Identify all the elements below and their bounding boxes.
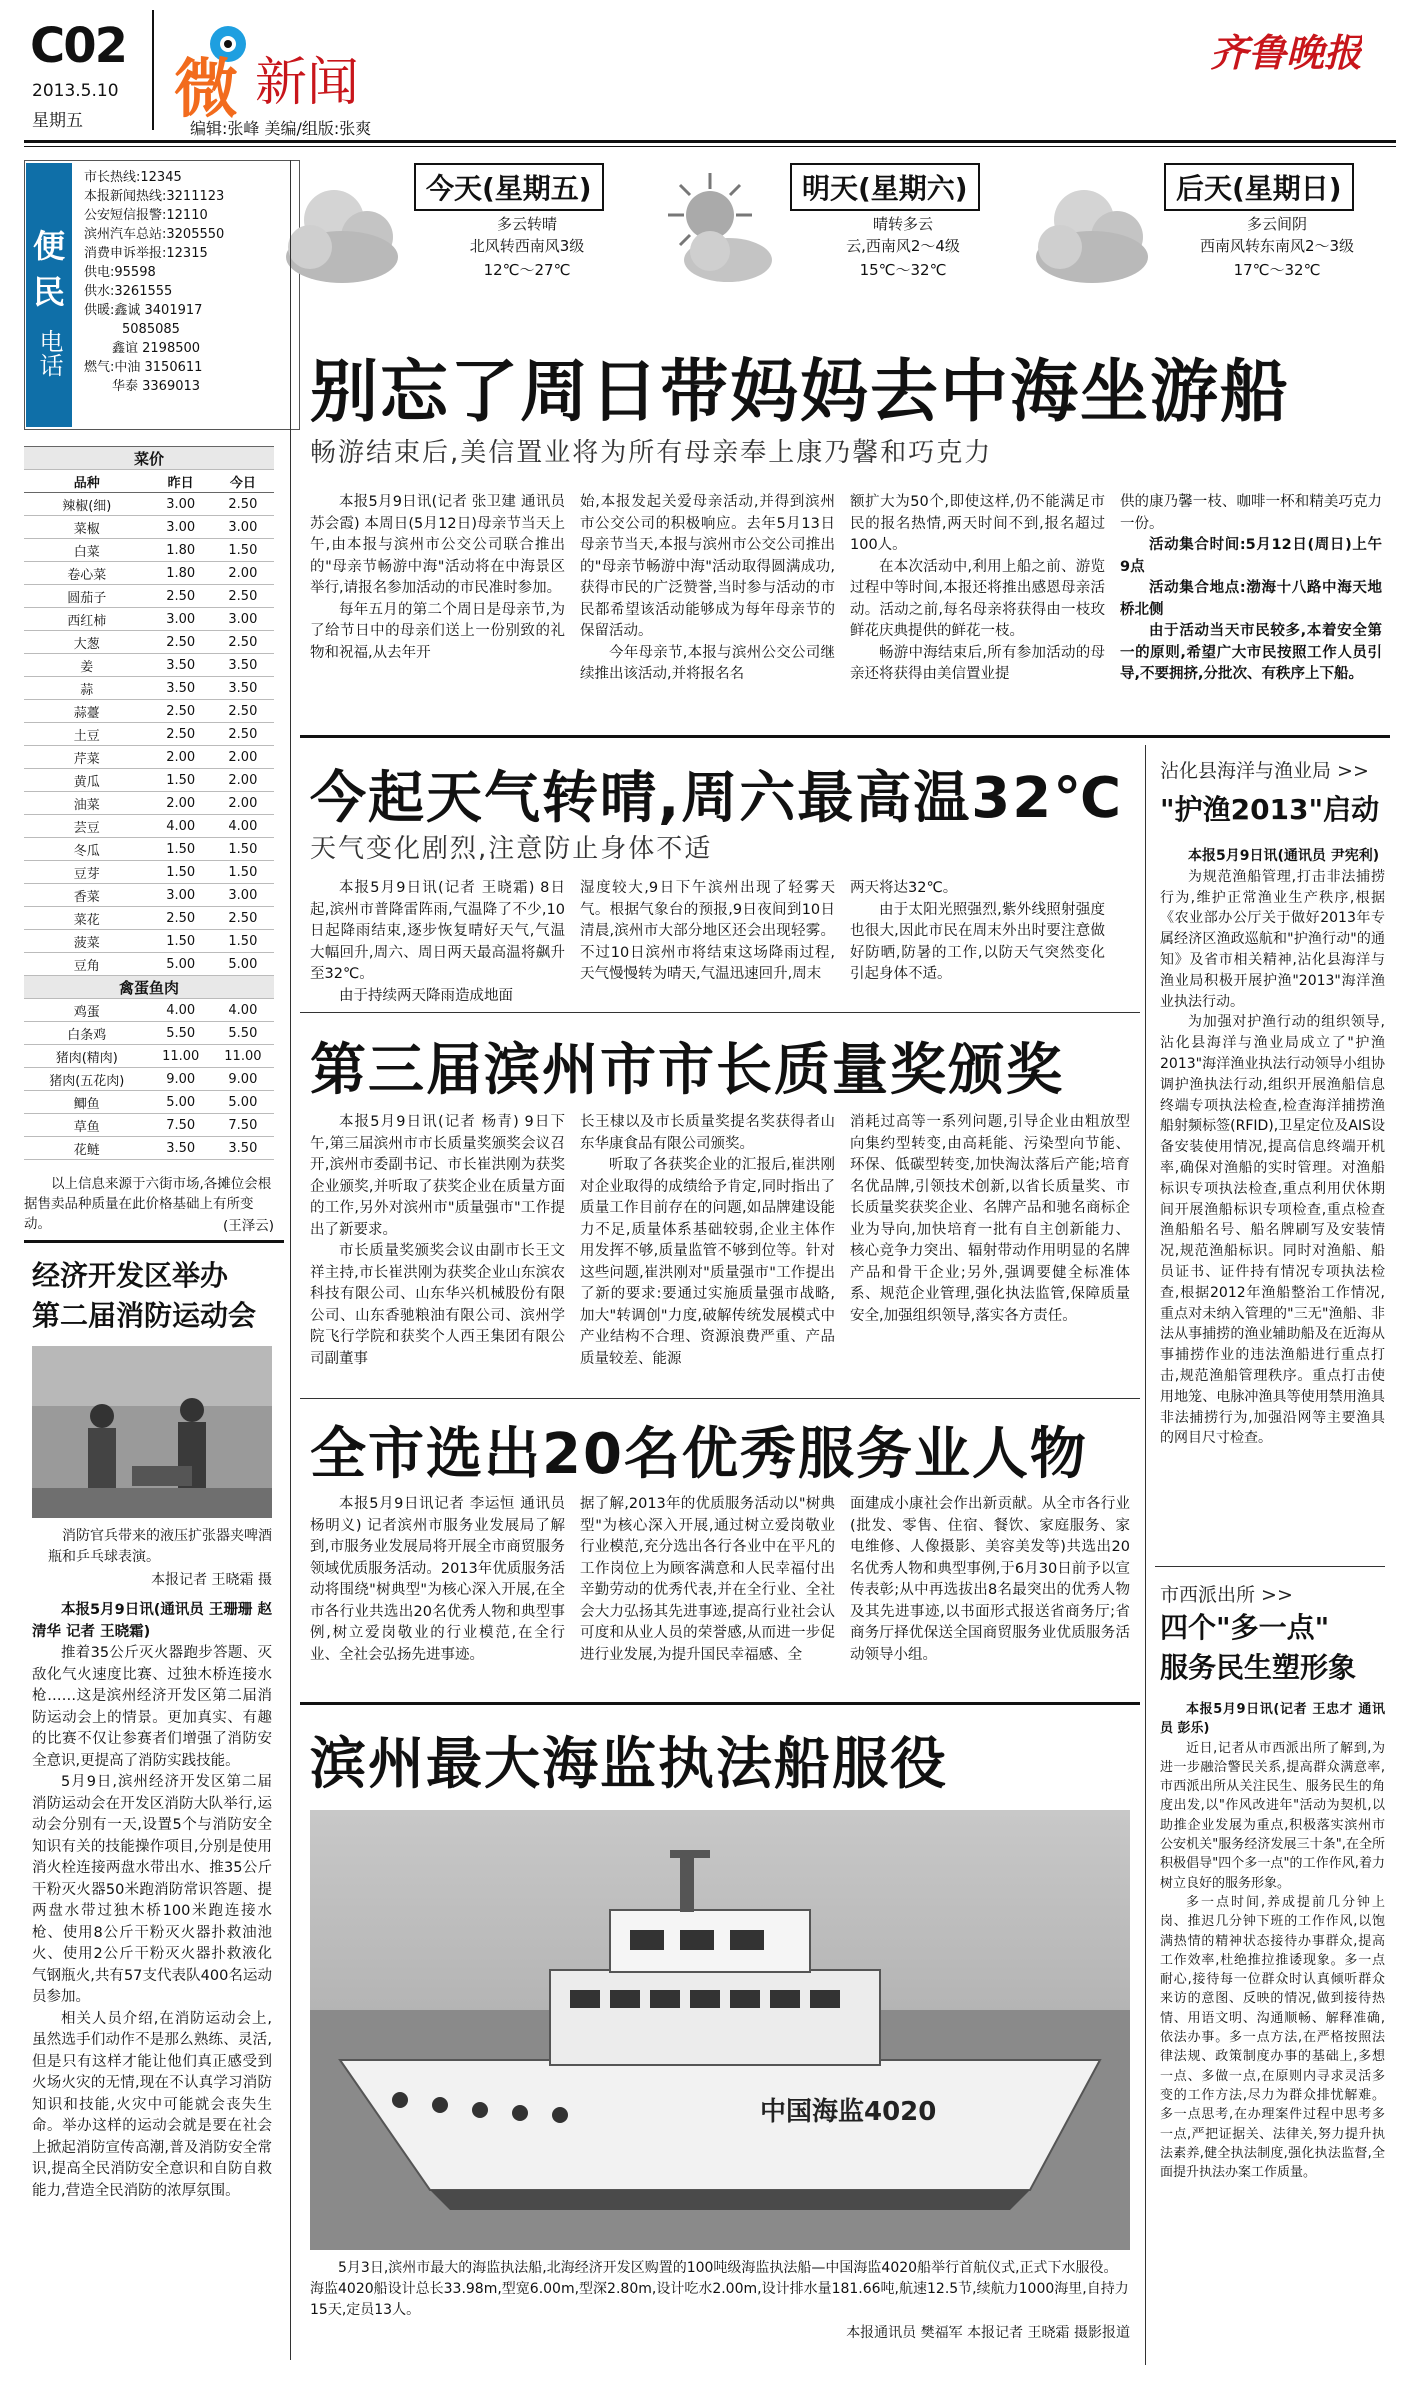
story3-p3: 长王棣以及市长质量奖提名奖获得者山东华康食品有限公司颁奖。 bbox=[580, 1114, 835, 1152]
price-row bbox=[24, 677, 274, 700]
left-photo-credit: 本报记者 王晓霜 摄 bbox=[151, 1572, 272, 1588]
price-item: 菠菜 bbox=[24, 930, 150, 953]
price-yesterday: 3.00 bbox=[150, 516, 212, 539]
story4-headline: 全市选出20名优秀服务业人物 bbox=[310, 1422, 1088, 1487]
hotline-item: 供电:95598 bbox=[84, 265, 156, 280]
hotline-item: 华泰 3369013 bbox=[112, 379, 201, 394]
story3-col1 bbox=[310, 1112, 565, 1370]
story3-rule bbox=[300, 1398, 1140, 1399]
price-row bbox=[24, 516, 274, 539]
price-item: 土豆 bbox=[24, 723, 150, 746]
price-today: 2.00 bbox=[212, 562, 274, 585]
price-row bbox=[24, 585, 274, 608]
header-rule bbox=[24, 140, 1396, 143]
price-row bbox=[24, 539, 274, 562]
story2-p1: 本报5月9日讯(记者 王晓霜) 8日起,滨州市普降雷阵雨,气温降了不少,10日起降雨结束,逐步恢复晴好天气,气温大幅回升,周六、周日两天最高温将飙升至32℃。 bbox=[310, 880, 565, 982]
price-row bbox=[24, 792, 274, 815]
price-yesterday: 3.50 bbox=[150, 677, 212, 700]
price-note-author: (王泽云) bbox=[222, 1218, 274, 1234]
price-yesterday: 5.00 bbox=[150, 953, 212, 976]
story3-col2 bbox=[580, 1112, 835, 1370]
price-yesterday: 9.00 bbox=[150, 1068, 212, 1091]
story3-p1: 本报5月9日讯(记者 杨青) 9日下午,第三届滨州市市长质量奖颁奖会议召开,滨州市委副书记、市长崔洪刚为获奖企业颁奖,并听取了获奖企业在质量方面的工作,另外对滨州市"质量强市"工作提出了新要求。 bbox=[310, 1114, 565, 1238]
price-today: 3.50 bbox=[212, 1137, 274, 1160]
story1-col3 bbox=[850, 492, 1105, 686]
price-row bbox=[24, 700, 274, 723]
price-today: 11.00 bbox=[212, 1045, 274, 1068]
weather-temp: 15℃～32℃ bbox=[859, 261, 947, 279]
paper-brand: 齐鲁晚报 bbox=[1210, 30, 1363, 75]
side1-title: "护渔2013"启动 bbox=[1160, 793, 1380, 826]
story2-p2: 由于持续两天降雨造成地面 bbox=[339, 987, 513, 1004]
price-row bbox=[24, 493, 274, 516]
left-story-headline-2: 第二届消防运动会 bbox=[32, 1299, 257, 1332]
section-title: 新闻 bbox=[255, 53, 360, 113]
price-item: 芸豆 bbox=[24, 815, 150, 838]
hotline-tab bbox=[26, 163, 72, 427]
side1-p1: 为规范渔船管理,打击非法捕捞行为,维护正常渔业生产秩序,根据《农业部办公厅关于做好2013年专属经济区渔政巡航和"护渔行动"的通知》及省市相关精神,沾化县海洋与渔业局积极开展护渔"2013"海洋渔业执法行动。 bbox=[1160, 868, 1385, 1010]
price-row bbox=[24, 1022, 274, 1045]
story1-col2 bbox=[580, 492, 835, 686]
story1-col4 bbox=[1120, 492, 1382, 686]
price-yesterday: 3.50 bbox=[150, 1137, 212, 1160]
story1-rule bbox=[300, 735, 1390, 738]
price-yesterday: 2.50 bbox=[150, 585, 212, 608]
story1-p2: 每年五月的第二个周日是母亲节,为了给节日中的母亲们送上一份别致的礼物和祝福,从去年开 bbox=[310, 601, 565, 661]
side1-p2: 为加强对护渔行动的组织领导,沾化县海洋与渔业局成立了"护渔2013"海洋渔业执法行动领导小组协调护渔执法行动,组织开展渔船信息终端专项执法检查,检查海洋捕捞渔船射频标签(RFID),卫星定位及AIS设备安装使用情况,提高信息终端开机率,确保对渔船的实时管理。对渔船标识专项执法检查,重点利用伏休期间开展渔船标识专项检查,重点检查渔船船名号、船名牌刷写及安装情况,规范渔船标识。同时对渔船、船员证书、证件持有情况专项执法检查,根据2012年渔船整治工作情况,重点对未纳入管理的"三无"渔船、非法从事捕捞的渔业辅助船及在近海从事捕捞作业的违法渔船进行重点打击,规范渔船管理秩序。重点打击使用地笼、电脉冲渔具等使用禁用渔具非法捕捞行为,加强沿网等主要渔具的网目尺寸检查。 bbox=[1160, 1014, 1385, 1447]
hotline-item: 燃气:中油 3150611 bbox=[84, 360, 203, 375]
price-item: 圆茄子 bbox=[24, 585, 150, 608]
price-item: 豆角 bbox=[24, 953, 150, 976]
side2-title bbox=[1160, 1608, 1356, 1688]
price-yesterday: 1.50 bbox=[150, 930, 212, 953]
price-item: 黄瓜 bbox=[24, 769, 150, 792]
price-yesterday: 3.00 bbox=[150, 493, 212, 516]
price-yesterday: 1.80 bbox=[150, 562, 212, 585]
left-photo-caption: 消防官兵带来的液压扩张器夹啤酒瓶和乒乓球表演。 bbox=[48, 1528, 272, 1565]
price-row bbox=[24, 1045, 274, 1068]
story3-p5: 消耗过高等一系列问题,引导企业由粗放型向集约型转变,由高耗能、污染型向节能、环保、低碳型转变,加快淘汰落后产能;培育名优品牌,引领技术创新,以省长质量奖、市长质量奖获奖企业、名牌产品和驰名商标企业为导向,加快培育一批有自主创新能力、核心竞争力突出、辐射带动作用明显的名牌产品和骨干企业;另外,强调要健全标准体系、规范企业管理,强化执法监管,保障质量安全,加强组织领导,落实各方责任。 bbox=[850, 1114, 1130, 1324]
left-story-p1: 推着35公斤灭火器跑步答题、灭敌化气火速度比赛、过独木桥连接水枪……这是滨州经济开发区第二届消防运动会上的情景。更加真实、有趣的比赛不仅让参赛者们增强了消防安全意识,更提高了消防实践技能。 bbox=[32, 1645, 272, 1769]
price-today: 5.00 bbox=[212, 953, 274, 976]
price-item: 菜花 bbox=[24, 907, 150, 930]
editors-line: 编辑:张峰 美编/组版:张爽 bbox=[190, 119, 372, 138]
price-yesterday: 1.50 bbox=[150, 861, 212, 884]
story1-p3: 始,本报发起关爱母亲活动,并得到滨州市公交公司的积极响应。去年5月13日母亲节当天,本报与滨州市公交公司推出的"母亲节畅游中海"活动取得圆满成功,获得市民的广泛赞誉,当时参与活动的市民都希望该活动能够成为每年母亲节的保留活动。 bbox=[580, 494, 835, 639]
weather-tomorrow bbox=[648, 155, 1018, 340]
overcast-icon bbox=[1022, 165, 1162, 305]
price-today: 2.50 bbox=[212, 585, 274, 608]
price-today: 1.50 bbox=[212, 930, 274, 953]
price-row bbox=[24, 654, 274, 677]
page-code: C02 bbox=[30, 18, 127, 74]
price-today: 9.00 bbox=[212, 1068, 274, 1091]
story4-rule bbox=[300, 1702, 1140, 1705]
price-yesterday: 7.50 bbox=[150, 1114, 212, 1137]
price-item: 蒜薹 bbox=[24, 700, 150, 723]
price-yesterday: 5.00 bbox=[150, 1091, 212, 1114]
price-header: 品种 bbox=[24, 470, 150, 493]
side1-body bbox=[1160, 846, 1385, 1449]
story5-headline: 滨州最大海监执法船服役 bbox=[310, 1732, 948, 1797]
price-row bbox=[24, 746, 274, 769]
price-item: 猪肉(精肉) bbox=[24, 1045, 150, 1068]
ship-caption: 5月3日,滨州市最大的海监执法船,北海经济开发区购置的100吨级海监执法船—中国海监4020船举行首航仪式,正式下水服役。海监4020船设计总长33.98m,型宽6.00m,型深2.80m,设计吃水2.00m,设计排水量181.66吨,航速12.5节,续航力1000海里,自持力15天,定员13人。 bbox=[310, 2260, 1129, 2318]
weather-day-label: 后天(星期日) bbox=[1164, 163, 1354, 211]
price-today: 3.50 bbox=[212, 677, 274, 700]
price-today: 2.00 bbox=[212, 792, 274, 815]
price-today: 1.50 bbox=[212, 838, 274, 861]
price-item: 草鱼 bbox=[24, 1114, 150, 1137]
price-category: 菜价 bbox=[24, 447, 274, 470]
right-column-rule bbox=[1145, 745, 1146, 2365]
price-item: 猪肉(五花肉) bbox=[24, 1068, 150, 1091]
price-yesterday: 3.00 bbox=[150, 608, 212, 631]
weather-day-label: 明天(星期六) bbox=[790, 163, 980, 211]
price-yesterday: 1.50 bbox=[150, 769, 212, 792]
weather-condition: 多云间阴 bbox=[1246, 215, 1307, 233]
price-row bbox=[24, 930, 274, 953]
price-row bbox=[24, 815, 274, 838]
hotline-item: 本报新闻热线:3211123 bbox=[84, 189, 225, 204]
price-yesterday: 2.50 bbox=[150, 907, 212, 930]
price-yesterday: 1.80 bbox=[150, 539, 212, 562]
price-row bbox=[24, 562, 274, 585]
hotline-list bbox=[84, 168, 294, 396]
story1-headline: 别忘了周日带妈妈去中海坐游船 bbox=[310, 353, 1291, 432]
price-row bbox=[24, 999, 274, 1022]
cloudy-icon bbox=[272, 165, 412, 305]
story1-subhead: 畅游结束后,美信置业将为所有母亲奉上康乃馨和巧克力 bbox=[310, 438, 993, 468]
side1-byline: 本报5月9日讯(通讯员 尹宪利) bbox=[1188, 848, 1380, 864]
side2-byline: 本报5月9日讯(记者 王忠才 通讯员 彭乐) bbox=[1160, 1702, 1385, 1737]
story1-p5: 额扩大为50个,即使这样,仍不能满足市民的报名热情,两天时间不到,报名超过100人。 bbox=[850, 494, 1105, 553]
story2-p5: 由于太阳光照强烈,紫外线照射强度也很大,因此市民在周末外出时要注意做好防晒,防暑的工作,以防天气突然变化引起身体不适。 bbox=[850, 901, 1105, 982]
side2-p1: 近日,记者从市西派出所了解到,为进一步融洽警民关系,提高群众满意率,市西派出所从关注民生、服务民生的角度出发,以"作风改进年"活动为契机,以助推企业发展为重点,积极落实滨州市公安机关"服务经济发展三十条",在全所积极倡导"四个多一点"的工作作风,着力树立良好的服务形象。 bbox=[1160, 1740, 1385, 1891]
story1-p1: 本报5月9日讯(记者 张卫建 通讯员 苏会霞) 本周日(5月12日)母亲节当天上午,由本报与滨州市公交公司联合推出的"母亲节畅游中海"活动将在中海景区举行,请报名参加活动的市民准时参加。 bbox=[310, 494, 565, 596]
price-today: 7.50 bbox=[212, 1114, 274, 1137]
header-rule-thin bbox=[24, 146, 1396, 147]
weather-temp: 12℃～27℃ bbox=[483, 261, 571, 279]
price-yesterday: 3.50 bbox=[150, 654, 212, 677]
side1-kicker: 沾化县海洋与渔业局 >> bbox=[1160, 760, 1369, 782]
story3-p4: 听取了各获奖企业的汇报后,崔洪刚对企业取得的成绩给予肯定,同时指出了质量工作目前存在的问题,如品牌建设能力不足,质量体系基础较弱,企业主体作用发挥不够,质量监管不够到位等。针对这些问题,崔洪刚对"质量强市"工作提出了新的要求:要通过实施质量强市战略,加大"转调创"力度,破解传统发展模式中产业结构不合理、资源浪费严重、产品质量较差、能源 bbox=[580, 1157, 835, 1367]
price-row bbox=[24, 884, 274, 907]
weather-day-label: 今天(星期五) bbox=[414, 163, 604, 211]
price-yesterday: 2.00 bbox=[150, 746, 212, 769]
left-story-headline bbox=[32, 1256, 256, 1336]
weather-condition: 多云转晴 bbox=[496, 215, 557, 233]
story2-col3 bbox=[850, 878, 1105, 986]
price-today: 4.00 bbox=[212, 815, 274, 838]
price-item: 卷心菜 bbox=[24, 562, 150, 585]
price-today: 3.00 bbox=[212, 884, 274, 907]
story4-p3: 面建成小康社会作出新贡献。从全市各行业(批发、零售、住宿、餐饮、家庭服务、家电维修、人像摄影、美容美发等)共选出20名优秀人物和典型事例,于6月30日前予以宣传表彰;从中再选拔出8名最突出的优秀人物及其先进事迹,以书面形式报送省商务厅;省商务厅择优保送全国商贸服务业优质服务活动领导小组。 bbox=[850, 1496, 1130, 1663]
price-note: 以上信息来源于六街市场,各摊位会根据售卖品种质量在此价格基础上有所变动。 bbox=[24, 1176, 272, 1232]
price-today: 3.50 bbox=[212, 654, 274, 677]
price-today: 1.50 bbox=[212, 861, 274, 884]
hotline-item: 供暖:鑫诚 3401917 bbox=[84, 303, 203, 318]
sunny-cloudy-icon bbox=[648, 165, 788, 305]
price-today: 3.00 bbox=[212, 608, 274, 631]
ship-photo bbox=[310, 1810, 1130, 2250]
story2-rule bbox=[300, 1012, 1140, 1013]
left-story-p3: 相关人员介绍,在消防运动会上,虽然选手们动作不是那么熟练、灵活,但是只有这样才能让他们真正感受到火场火灾的无情,现在不认真学习消防知识和技能,火灾中可能就会丧失生命。举办这样的运动会就是要在社会上掀起消防宣传高潮,普及消防安全常识,提高全民消防安全意识和自防自救能力,营造全民消防的浓厚氛围。 bbox=[32, 2010, 272, 2199]
price-yesterday: 4.00 bbox=[150, 815, 212, 838]
side2-title-1: 四个"多一点" bbox=[1160, 1611, 1330, 1644]
weather-wind: 北风转西南风3级 bbox=[469, 237, 585, 255]
price-item: 白菜 bbox=[24, 539, 150, 562]
header-divider bbox=[152, 10, 154, 130]
price-today: 4.00 bbox=[212, 999, 274, 1022]
price-header: 今日 bbox=[212, 470, 274, 493]
side2-title-2: 服务民生塑形象 bbox=[1160, 1651, 1357, 1684]
side2-kicker: 市西派出所 >> bbox=[1160, 1584, 1293, 1606]
story3-col3 bbox=[850, 1112, 1130, 1327]
firefighter-photo bbox=[32, 1346, 272, 1518]
story2-col1 bbox=[310, 878, 565, 1007]
price-today: 2.50 bbox=[212, 631, 274, 654]
price-yesterday: 2.50 bbox=[150, 723, 212, 746]
story2-subhead: 天气变化剧烈,注意防止身体不适 bbox=[310, 834, 713, 864]
weather-day-after bbox=[1022, 155, 1392, 340]
price-item: 西红柿 bbox=[24, 608, 150, 631]
story4-p1: 本报5月9日讯记者 李运恒 通讯员 杨明义) 记者滨州市服务业发展局了解到,市服务业发展局将开展全市商贸服务领域优质服务活动。2013年优质服务活动将围绕"树典型"为核心深入开展,在全市各行业共选出20名优秀人物和典型事例,树立爱岗敬业的行业模范,在全行业、全社会弘扬先进事迹。 bbox=[310, 1496, 565, 1663]
price-item: 鸡蛋 bbox=[24, 999, 150, 1022]
left-story-p2: 5月9日,滨州经济开发区第二届消防运动会在开发区消防大队举行,运动会分别有一天,设置5个与消防安全知识有关的技能操作项目,分别是使用消火栓连接两盘水带出水、推35公斤干粉灭火器50米跑消防常识答题、提两盘水带过独木桥100米跑连接水枪、使用8公斤干粉灭火器扑救油池火、使用2公斤干粉灭火器扑救液化气钢瓶火,共有57支代表队400名运动员参加。 bbox=[32, 1774, 272, 2005]
story4-p2: 据了解,2013年的优质服务活动以"树典型"为核心深入开展,通过树立爱岗敬业行业模范,充分选出各行各业中在平凡的工作岗位上为顾客满意和人民幸福付出辛勤劳动的优秀代表,并在全行业、全社会大力弘扬其先进事迹,提高行业社会认可度和从业人员的荣誉感,从而进一步促进行业发展,为提升国民幸福感、全 bbox=[580, 1496, 835, 1663]
hotline-item: 公安短信报警:12110 bbox=[84, 208, 208, 223]
price-row bbox=[24, 723, 274, 746]
price-item: 菜椒 bbox=[24, 516, 150, 539]
hotline-tab-sub: 电话 bbox=[35, 329, 63, 377]
hotline-item: 消费申诉举报:12315 bbox=[84, 246, 208, 261]
price-yesterday: 11.00 bbox=[150, 1045, 212, 1068]
ship-name-label: 中国海监4020 bbox=[760, 2097, 937, 2127]
price-row bbox=[24, 861, 274, 884]
page-date: 2013.5.10 bbox=[32, 81, 119, 101]
price-today: 3.00 bbox=[212, 516, 274, 539]
price-yesterday: 1.50 bbox=[150, 838, 212, 861]
side2-body bbox=[1160, 1700, 1385, 2182]
story1-time: 活动集合时间:5月12日(周日)上午9点 bbox=[1120, 537, 1382, 575]
price-row bbox=[24, 769, 274, 792]
price-item: 油菜 bbox=[24, 792, 150, 815]
story3-headline: 第三届滨州市市长质量奖颁奖 bbox=[310, 1038, 1064, 1103]
story1-p6: 在本次活动中,利用上船之前、游览过程中等时间,本报还将推出感恩母亲活动。活动之前,每名母亲将获得由一枝玫鲜花庆典提供的鲜花一枝。 bbox=[850, 558, 1105, 639]
price-item: 鲫鱼 bbox=[24, 1091, 150, 1114]
story3-p2: 市长质量奖颁奖会议由副市长王文祥主持,市长崔洪刚为获奖企业山东滨农科技有限公司、山东华兴机械股份有限公司、山东香驰粮油有限公司、滨州学院飞行学院和获奖个人西王集团有限公司副董事 bbox=[310, 1243, 565, 1367]
hotline-tab-main: 便民 bbox=[32, 227, 65, 311]
price-item: 花鲢 bbox=[24, 1137, 150, 1160]
price-item: 大葱 bbox=[24, 631, 150, 654]
story4-col1 bbox=[310, 1494, 565, 1666]
price-row bbox=[24, 631, 274, 654]
price-yesterday: 2.50 bbox=[150, 631, 212, 654]
weather-wind: 云,西南风2～4级 bbox=[846, 237, 960, 255]
weather-temp: 17℃～32℃ bbox=[1233, 261, 1321, 279]
price-yesterday: 5.50 bbox=[150, 1022, 212, 1045]
story1-col1 bbox=[310, 492, 565, 664]
story2-headline: 今起天气转晴,周六最高温32℃ bbox=[310, 766, 1124, 831]
left-column-rule bbox=[290, 160, 291, 2360]
left-story-headline-1: 经济开发区举办 bbox=[32, 1259, 229, 1292]
weather-condition: 晴转多云 bbox=[872, 215, 933, 233]
price-today: 2.50 bbox=[212, 907, 274, 930]
price-row bbox=[24, 1091, 274, 1114]
price-item: 辣椒(细) bbox=[24, 493, 150, 516]
weather-today bbox=[272, 155, 642, 340]
price-today: 5.00 bbox=[212, 1091, 274, 1114]
price-row bbox=[24, 608, 274, 631]
price-today: 1.50 bbox=[212, 539, 274, 562]
price-item: 芹菜 bbox=[24, 746, 150, 769]
ship-credit: 本报通讯员 樊福军 本报记者 王晓霜 摄影报道 bbox=[846, 2325, 1130, 2341]
story1-place: 活动集合地点:渤海十八路中海天地桥北侧 bbox=[1120, 580, 1382, 618]
price-today: 5.50 bbox=[212, 1022, 274, 1045]
price-item: 香菜 bbox=[24, 884, 150, 907]
price-today: 2.00 bbox=[212, 769, 274, 792]
weather-wind: 西南风转东南风2～3级 bbox=[1199, 237, 1355, 255]
price-today: 2.50 bbox=[212, 493, 274, 516]
story1-notice: 由于活动当天市民较多,本着安全第一的原则,希望广大市民按照工作人员引导,不要拥挤,分批次、有秩序上下船。 bbox=[1120, 623, 1382, 682]
story1-p4: 今年母亲节,本报与滨州公交公司继续推出该活动,并将报名名 bbox=[580, 644, 835, 682]
left-story-body bbox=[32, 1600, 272, 2202]
story4-col2 bbox=[580, 1494, 835, 1666]
price-item: 姜 bbox=[24, 654, 150, 677]
price-yesterday: 3.00 bbox=[150, 884, 212, 907]
price-row bbox=[24, 1137, 274, 1160]
price-header: 昨日 bbox=[150, 470, 212, 493]
price-yesterday: 2.00 bbox=[150, 792, 212, 815]
price-item: 蒜 bbox=[24, 677, 150, 700]
story4-col3 bbox=[850, 1494, 1130, 1666]
left-story-byline: 本报5月9日讯(通讯员 王珊珊 赵清华 记者 王晓霜) bbox=[32, 1602, 272, 1640]
section-logo-char: 微 bbox=[174, 52, 238, 118]
price-category: 禽蛋鱼肉 bbox=[24, 976, 274, 999]
hotline-item: 滨州汽车总站:3205550 bbox=[84, 227, 225, 242]
hotline-item: 市长热线:12345 bbox=[84, 170, 182, 185]
price-row bbox=[24, 1068, 274, 1091]
story2-p3: 湿度较大,9日下午滨州出现了轻雾天气。根据气象台的预报,9日夜间到10日清晨,滨州市大部分地区还会出现轻雾。不过10日滨州市将结束这场降雨过程,天气慢慢转为晴天,气温迅速回升,周末 bbox=[580, 880, 835, 982]
left-story-rule bbox=[24, 1240, 284, 1243]
price-yesterday: 2.50 bbox=[150, 700, 212, 723]
price-yesterday: 4.00 bbox=[150, 999, 212, 1022]
price-item: 冬瓜 bbox=[24, 838, 150, 861]
story1-p8: 供的康乃馨一枝、咖啡一杯和精美巧克力一份。 bbox=[1120, 494, 1382, 532]
hotline-item: 供水:3261555 bbox=[84, 284, 173, 299]
price-today: 2.50 bbox=[212, 723, 274, 746]
price-today: 2.00 bbox=[212, 746, 274, 769]
hotline-item: 5085085 bbox=[122, 322, 180, 337]
price-today: 2.50 bbox=[212, 700, 274, 723]
price-row bbox=[24, 838, 274, 861]
price-item: 豆芽 bbox=[24, 861, 150, 884]
price-row bbox=[24, 1114, 274, 1137]
price-row bbox=[24, 953, 274, 976]
story2-col2 bbox=[580, 878, 835, 986]
story2-p4: 两天将达32℃。 bbox=[850, 880, 958, 896]
price-row bbox=[24, 907, 274, 930]
side-divider bbox=[1155, 1566, 1385, 1567]
price-table bbox=[24, 446, 274, 1160]
hotline-item: 鑫谊 2198500 bbox=[112, 341, 201, 356]
price-item: 白条鸡 bbox=[24, 1022, 150, 1045]
side2-p2: 多一点时间,养成提前几分钟上岗、推迟几分钟下班的工作作风,以饱满热情的精神状态接待办事群众,提高工作效率,杜绝推拉推诿现象。多一点耐心,接待每一位群众时认真倾听群众来访的意图、反映的情况,做到接待热情、用语文明、沟通顺畅、解释准确,依法办事。多一点方法,在严格按照法律法规、政策制度办事的基础上,多想一点、多做一点,在原则内寻求灵活多变的工作方法,尽力为群众排忧解难。多一点思考,在办理案件过程中思考多一点,严把证据关、法律关,努力提升执法素养,健全执法制度,强化执法监督,全面提升执法办案工作质量。 bbox=[1160, 1894, 1385, 2181]
page-weekday: 星期五 bbox=[32, 111, 83, 131]
story1-p7: 畅游中海结束后,所有参加活动的母亲还将获得由美信置业提 bbox=[850, 644, 1105, 682]
